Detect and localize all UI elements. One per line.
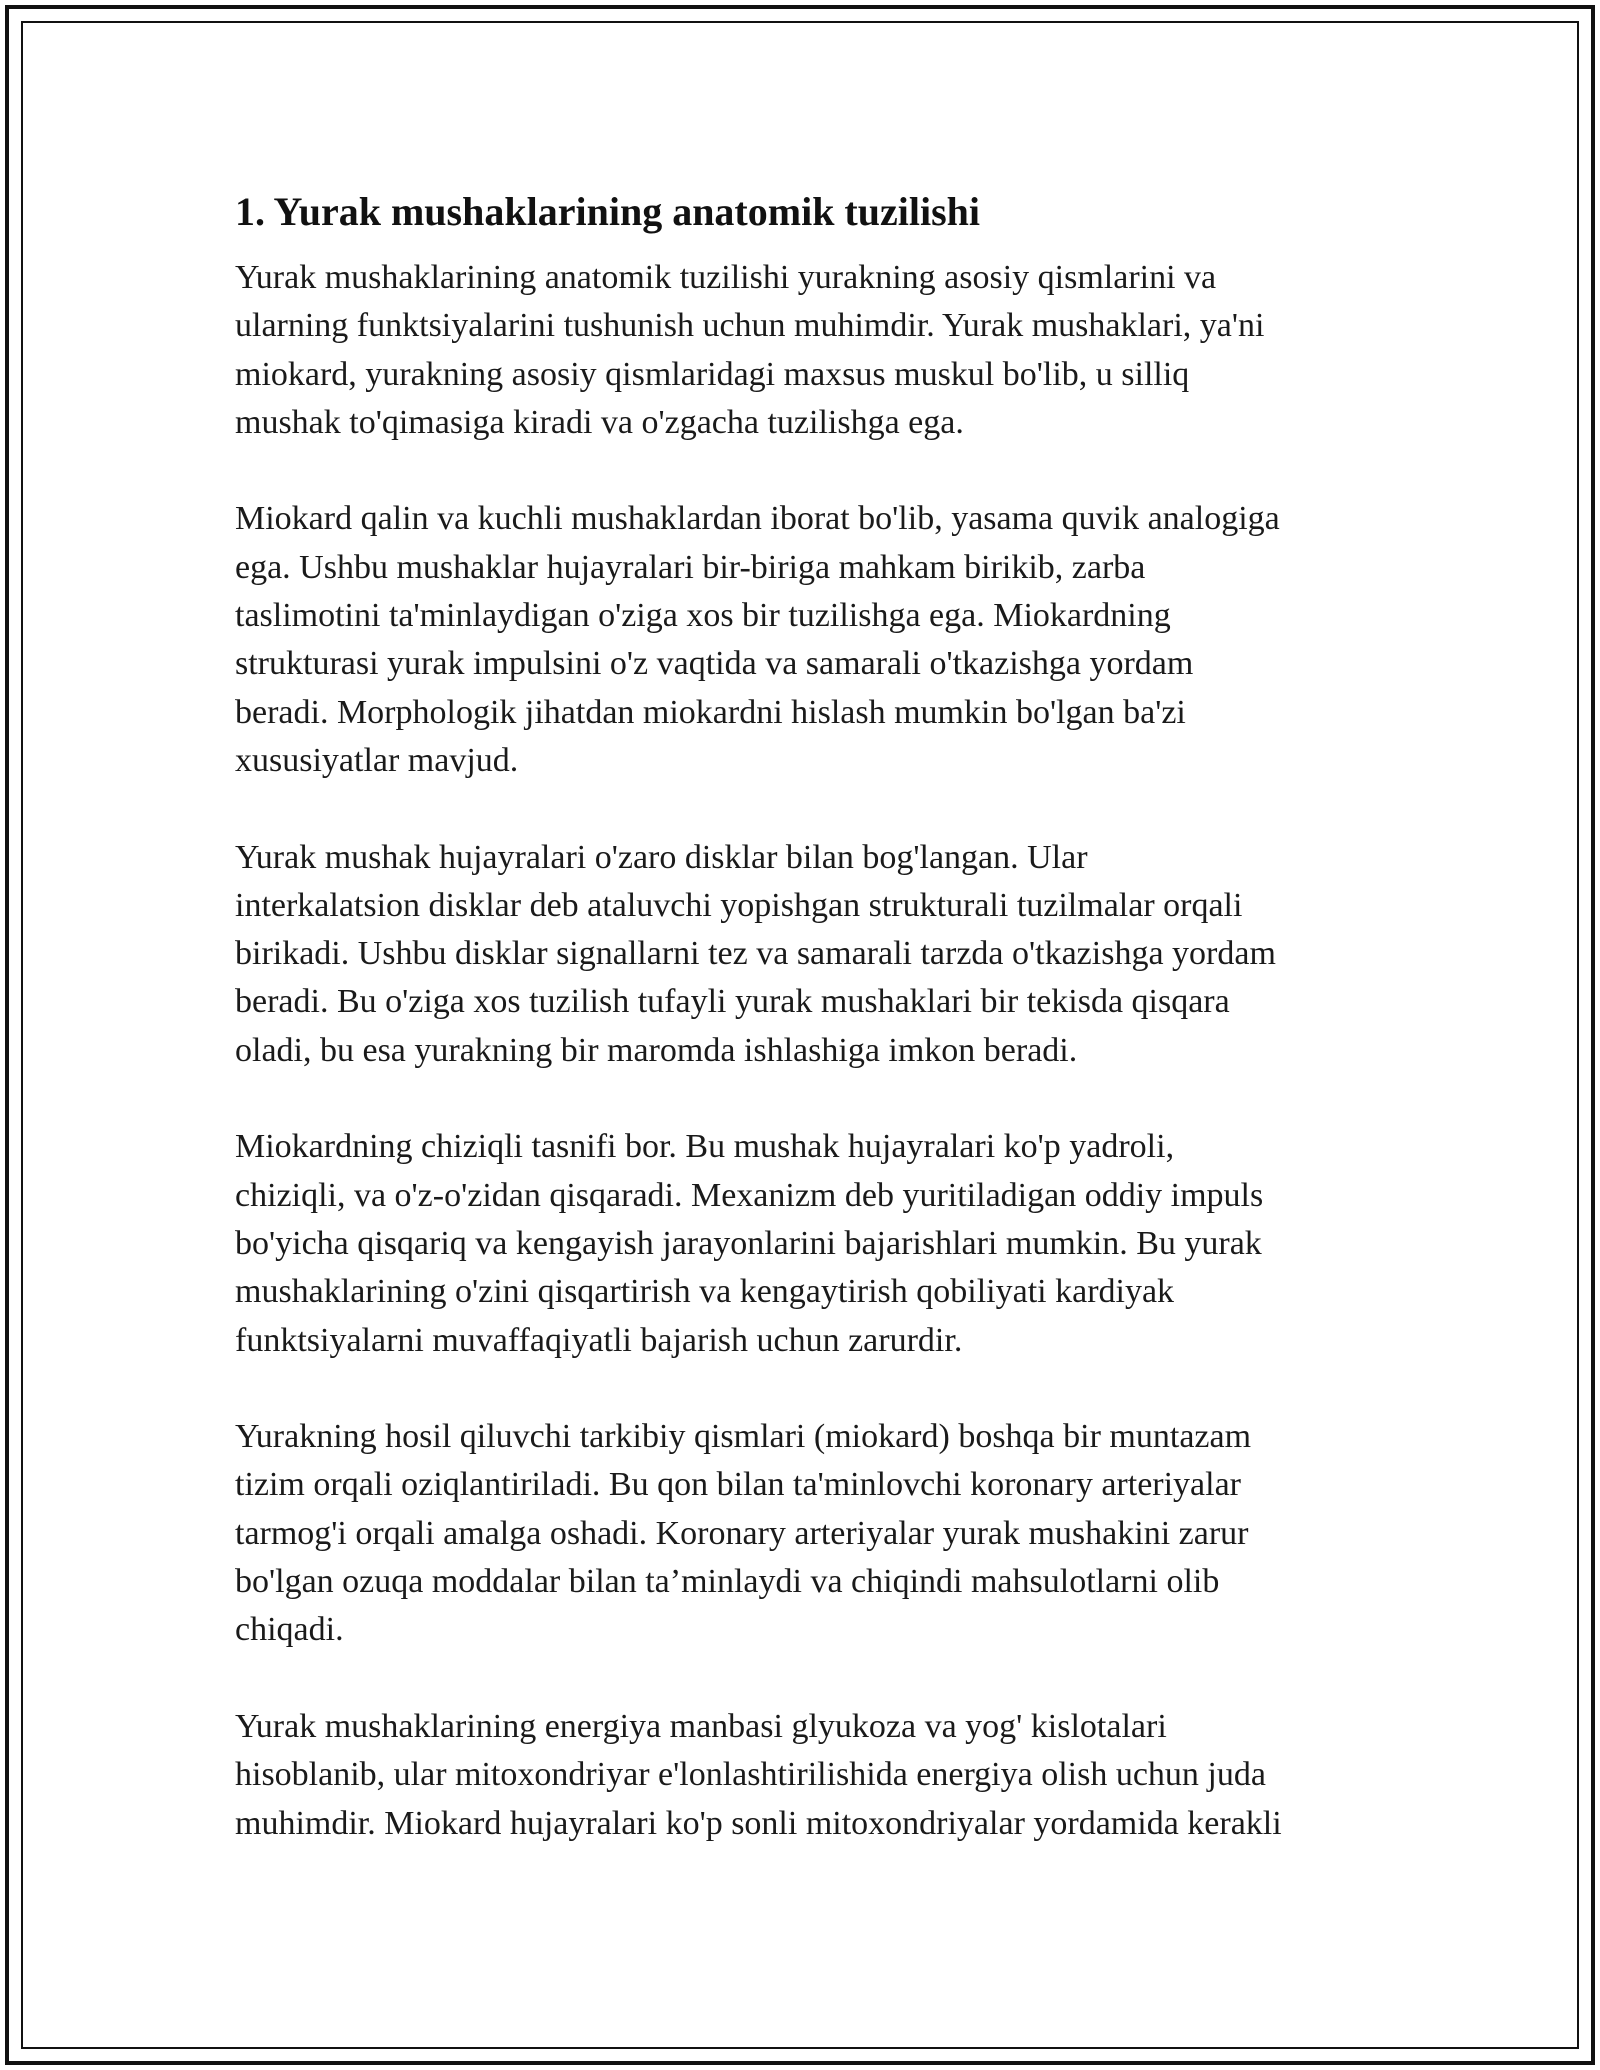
section-heading: 1. Yurak mushaklarining anatomik tuzilishi: [235, 189, 981, 234]
paragraph-myocardium-structure: Miokard qalin va kuchli mushaklardan iborat bo'lib, yasama quvik analogiga ega. Ushbu mushaklar hujayralari bir-biriga mahkam birikib, zarba taslimotini ta'minlaydigan o'ziga xos bir tuzilishga ega. Miokardning strukturasi yurak impulsini o'z vaqtida va samarali o'tkazishga yordam beradi. Morphologik jihatdan miokardni hislash mumkin bo'lgan ba'zi xususiyatlar mavjud.: [235, 500, 1280, 779]
paragraph-intercalated-discs: Yurak mushak hujayralari o'zaro disklar bilan bog'langan. Ular interkalatsion disklar deb ataluvchi yopishgan strukturali tuzilmalar orqali birikadi. Ushbu disklar signallarni tez va samarali tarzda o'tkazishga yordam beradi. Bu o'ziga xos tuzilish tufayli yurak mushaklari bir tekisda qisqara oladi, bu esa yurakning bir maromda ishlashiga imkon beradi.: [235, 838, 1276, 1069]
paragraph-striated-classification: Miokardning chiziqli tasnifi bor. Bu mushak hujayralari ko'p yadroli, chiziqli, va o'z-o'zidan qisqaradi. Mexanizm deb yuritiladigan oddiy impuls bo'yicha qisqariq va kengayish jarayonlarini bajarishlari mumkin. Bu yurak mushaklarining o'zini qisqartirish va kengaytirish qobiliyati kardiyak funktsiyalarni muvaffaqiyatli bajarish uchun zarurdir.: [235, 1128, 1264, 1359]
document-body: [235, 186, 1375, 1896]
paragraph-energy-source: Yurak mushaklarining energiya manbasi glyukoza va yog' kislotalari hisoblanib, ular mitoxondriyar e'lonlashtirilishida energiya olish uchun juda muhimdir. Miokard hujayralari ko'p sonli mitoxondriyalar yordamida kerakli: [235, 1707, 1282, 1842]
paragraph-coronary-supply: Yurakning hosil qiluvchi tarkibiy qismlari (miokard) boshqa bir muntazam tizim orqali oziqlantiriladi. Bu qon bilan ta'minlovchi koronary arteriyalar tarmog'i orqali amalga oshadi. Koronary arteriyalar yurak mushakini zarur bo'lgan ozuqa moddalar bilan ta’minlaydi va chiqindi mahsulotlarni olib chiqadi.: [235, 1418, 1252, 1649]
paragraph-intro: Yurak mushaklarining anatomik tuzilishi yurakning asosiy qismlarini va ularning funktsiyalarini tushunish uchun muhimdir. Yurak mushaklari, ya'ni miokard, yurakning asosiy qismlaridagi maxsus muskul bo'lib, u silliq mushak to'qimasiga kiradi va o'zgacha tuzilishga ega.: [235, 259, 1265, 441]
